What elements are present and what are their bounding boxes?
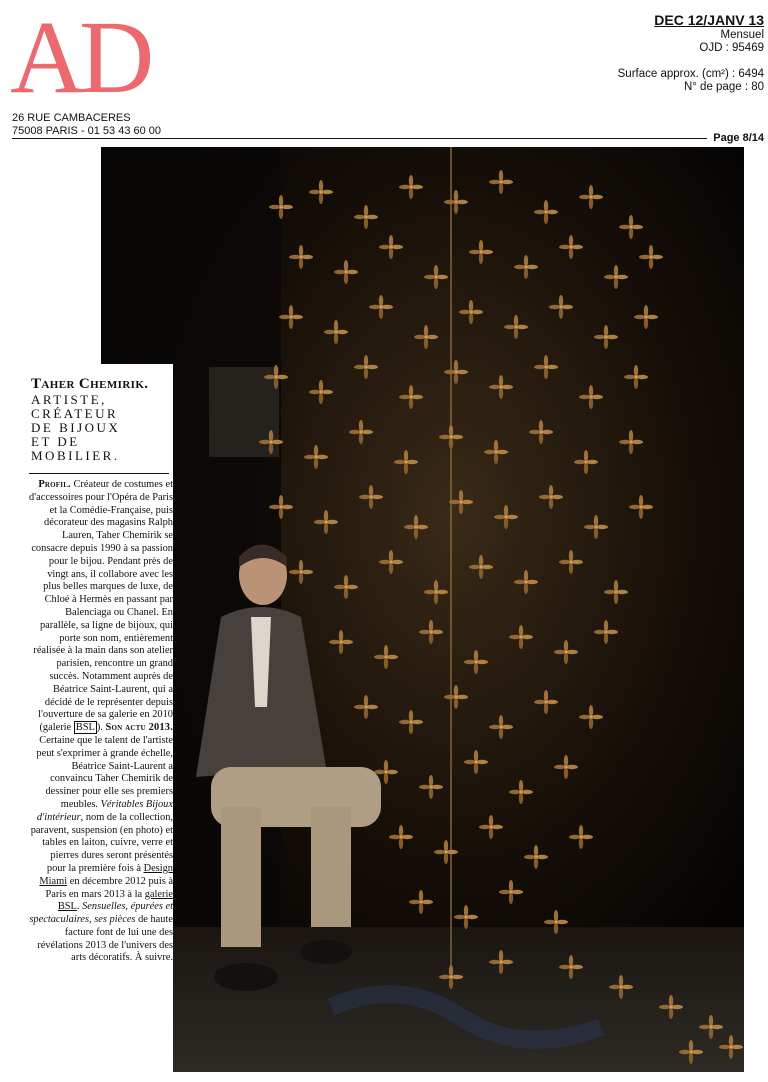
role-line: ARTISTE, — [31, 392, 107, 407]
magazine-logo: AD — [10, 0, 149, 115]
section-label: Profil. — [38, 479, 71, 490]
galerie-bsl-link[interactable]: galerie BSL — [57, 888, 173, 913]
role-line: DE BIJOUX — [31, 420, 121, 435]
artist-role — [31, 393, 173, 463]
press-clipping-meta — [618, 12, 764, 94]
divider — [29, 473, 169, 474]
role-line: CRÉATEUR — [31, 406, 119, 421]
article-photo — [101, 147, 744, 1072]
page-number: N° de page : 80 — [683, 81, 764, 93]
header-rule — [12, 138, 707, 139]
artist-name: Taher Chemirik. — [31, 376, 149, 392]
gallery-tag: BSL — [75, 722, 95, 734]
address-line: 75008 PARIS - 01 53 43 60 00 — [12, 125, 162, 137]
photo-illustration — [101, 147, 744, 1072]
surface-area: Surface approx. (cm²) : 6494 — [617, 68, 764, 80]
section-label: Son actu 2013. — [105, 722, 173, 734]
section-profil: Profil. Créateur de costumes et d'accessoires pour l'Opéra de Paris et la Comédie-Française, puis décorateur des magasins Ralph Lauren, Taher Chemirik se consacre depuis 1990 à sa passion pour le bijou. Pendant près de vingt ans, il collabore avec les plus belles marques de luxe, de Chloé à Hermès en passant par Balenciaga ou Chanel. En parallèle, sa ligne de bijoux, qui porte son nom, entièrement réalisée à la main dans son atelier parisien, rencontre un grand succès. Notamment auprès de Béatrice Saint-Laurent, qui a décidé de le représenter depuis l'ouverture de sa galerie en 2010 (galerie BSL ). — [29, 479, 173, 734]
page-marker: Page 8/14 — [713, 132, 764, 144]
role-line: ET DE MOBILIER. — [31, 434, 120, 463]
frequency: Mensuel — [720, 29, 764, 41]
design-miami-link[interactable]: Design Miami — [39, 862, 173, 887]
article-body — [29, 479, 173, 965]
publisher-address — [12, 112, 161, 138]
issue-date: DEC 12/JANV 13 — [654, 12, 764, 28]
address-line: 26 RUE CAMBACERES — [12, 112, 131, 124]
section-actu: Son actu 2013. Certaine que le talent de l'artiste peut s'exprimer à grande échelle, Béatrice Saint-Laurent a convaincu Taher Chemirik de dessiner pour elle ses premiers meubles. Véritables Bijoux d'intérieur, nom de la collection, paravent, suspension (en photo) et tables en laiton, cuivre, verre et pierres dures seront présentés pour la première fois à Design Miami en décembre 2012 puis à Paris en mars 2013 à la galerie BSL. Sensuelles, épurées et spectaculaires, ses pièces de haute facture font de lui une des révélations 2013 de l'univers des arts décoratifs. À suivre. — [29, 722, 173, 964]
ojd-count: OJD : 95469 — [699, 42, 764, 54]
article-sidebar — [27, 364, 173, 1076]
